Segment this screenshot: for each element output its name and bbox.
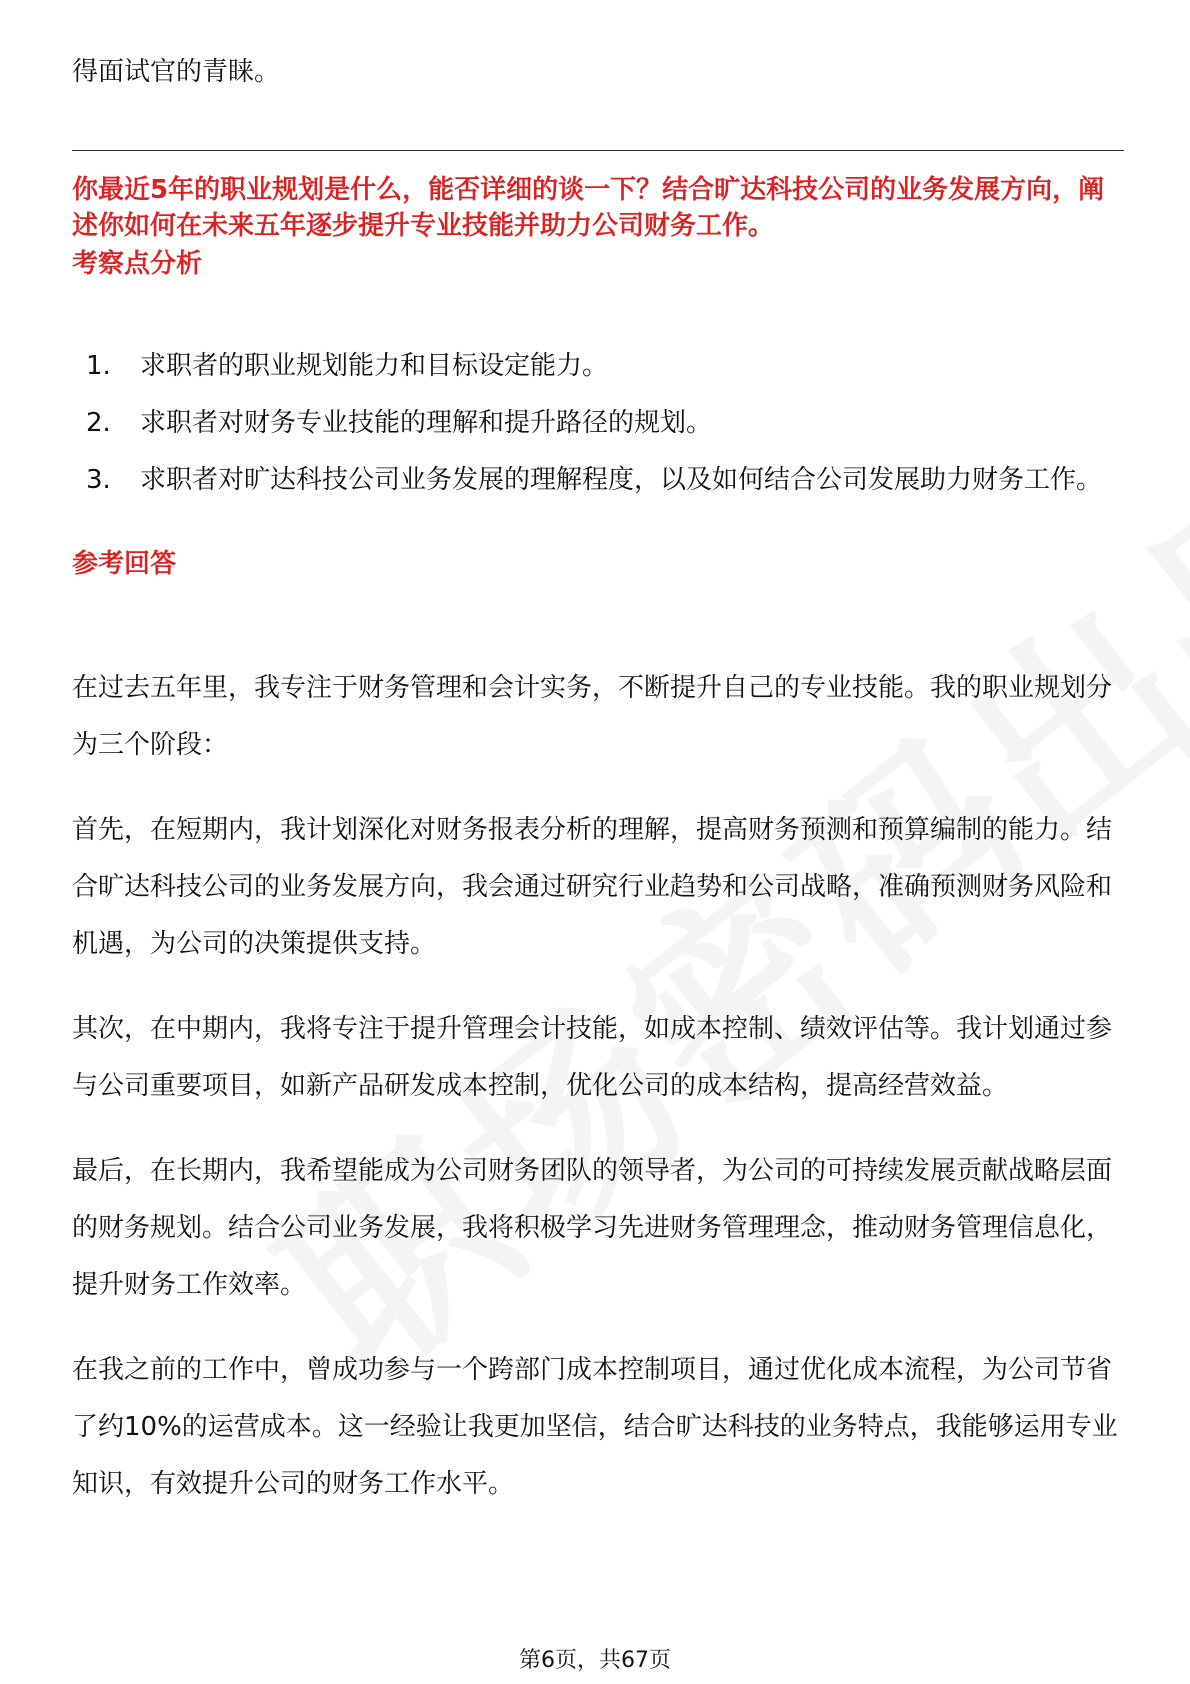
reference-answer-body bbox=[72, 660, 1124, 1541]
answer-paragraph: 在我之前的工作中，曾成功参与一个跨部门成本控制项目，通过优化成本流程，为公司节省了约10%的运营成本。这一经验让我更加坚信，结合旷达科技的业务特点，我能够运用专业知识，有效提升公司的财务工作水平。 bbox=[72, 1355, 1118, 1499]
list-item bbox=[72, 395, 1124, 452]
list-item-number: 3. bbox=[86, 465, 111, 495]
analysis-list bbox=[72, 338, 1124, 509]
list-item bbox=[72, 338, 1124, 395]
answer-paragraph: 最后，在长期内，我希望能成为公司财务团队的领导者，为公司的可持续发展贡献战略层面的财务规划。结合公司业务发展，我将积极学习先进财务管理理念，推动财务管理信息化，提升财务工作效率。 bbox=[72, 1156, 1113, 1300]
reference-answer-heading: 参考回答 bbox=[72, 549, 177, 579]
answer-paragraph: 在过去五年里，我专注于财务管理和会计实务，不断提升自己的专业技能。我的职业规划分为三个阶段： bbox=[72, 673, 1113, 760]
section-divider bbox=[72, 150, 1124, 151]
answer-paragraph: 其次，在中期内，我将专注于提升管理会计技能，如成本控制、绩效评估等。我计划通过参与公司重要项目，如新产品研发成本控制，优化公司的成本结构，提高经营效益。 bbox=[72, 1014, 1113, 1101]
list-item-number: 1. bbox=[86, 351, 111, 381]
list-item-text: 求职者的职业规划能力和目标设定能力。 bbox=[140, 351, 609, 381]
interview-question: 你最近5年的职业规划是什么，能否详细的谈一下？结合旷达科技公司的业务发展方向，阐述你如何在未来五年逐步提升专业技能并助力公司财务工作。 bbox=[72, 175, 1105, 241]
page-number: 第6页，共67页 bbox=[519, 1648, 671, 1673]
analysis-heading: 考察点分析 bbox=[72, 249, 203, 279]
lead-line: 得面试官的青睐。 bbox=[72, 57, 281, 87]
answer-paragraph: 首先，在短期内，我计划深化对财务报表分析的理解，提高财务预测和预算编制的能力。结合旷达科技公司的业务发展方向，我会通过研究行业趋势和公司战略，准确预测财务风险和机遇，为公司的决策提供支持。 bbox=[72, 815, 1113, 959]
list-item-number: 2. bbox=[86, 408, 111, 438]
list-item-text: 求职者对旷达科技公司业务发展的理解程度，以及如何结合公司发展助力财务工作。 bbox=[140, 465, 1103, 495]
list-item-text: 求职者对财务专业技能的理解和提升路径的规划。 bbox=[140, 408, 713, 438]
list-item bbox=[72, 452, 1124, 509]
